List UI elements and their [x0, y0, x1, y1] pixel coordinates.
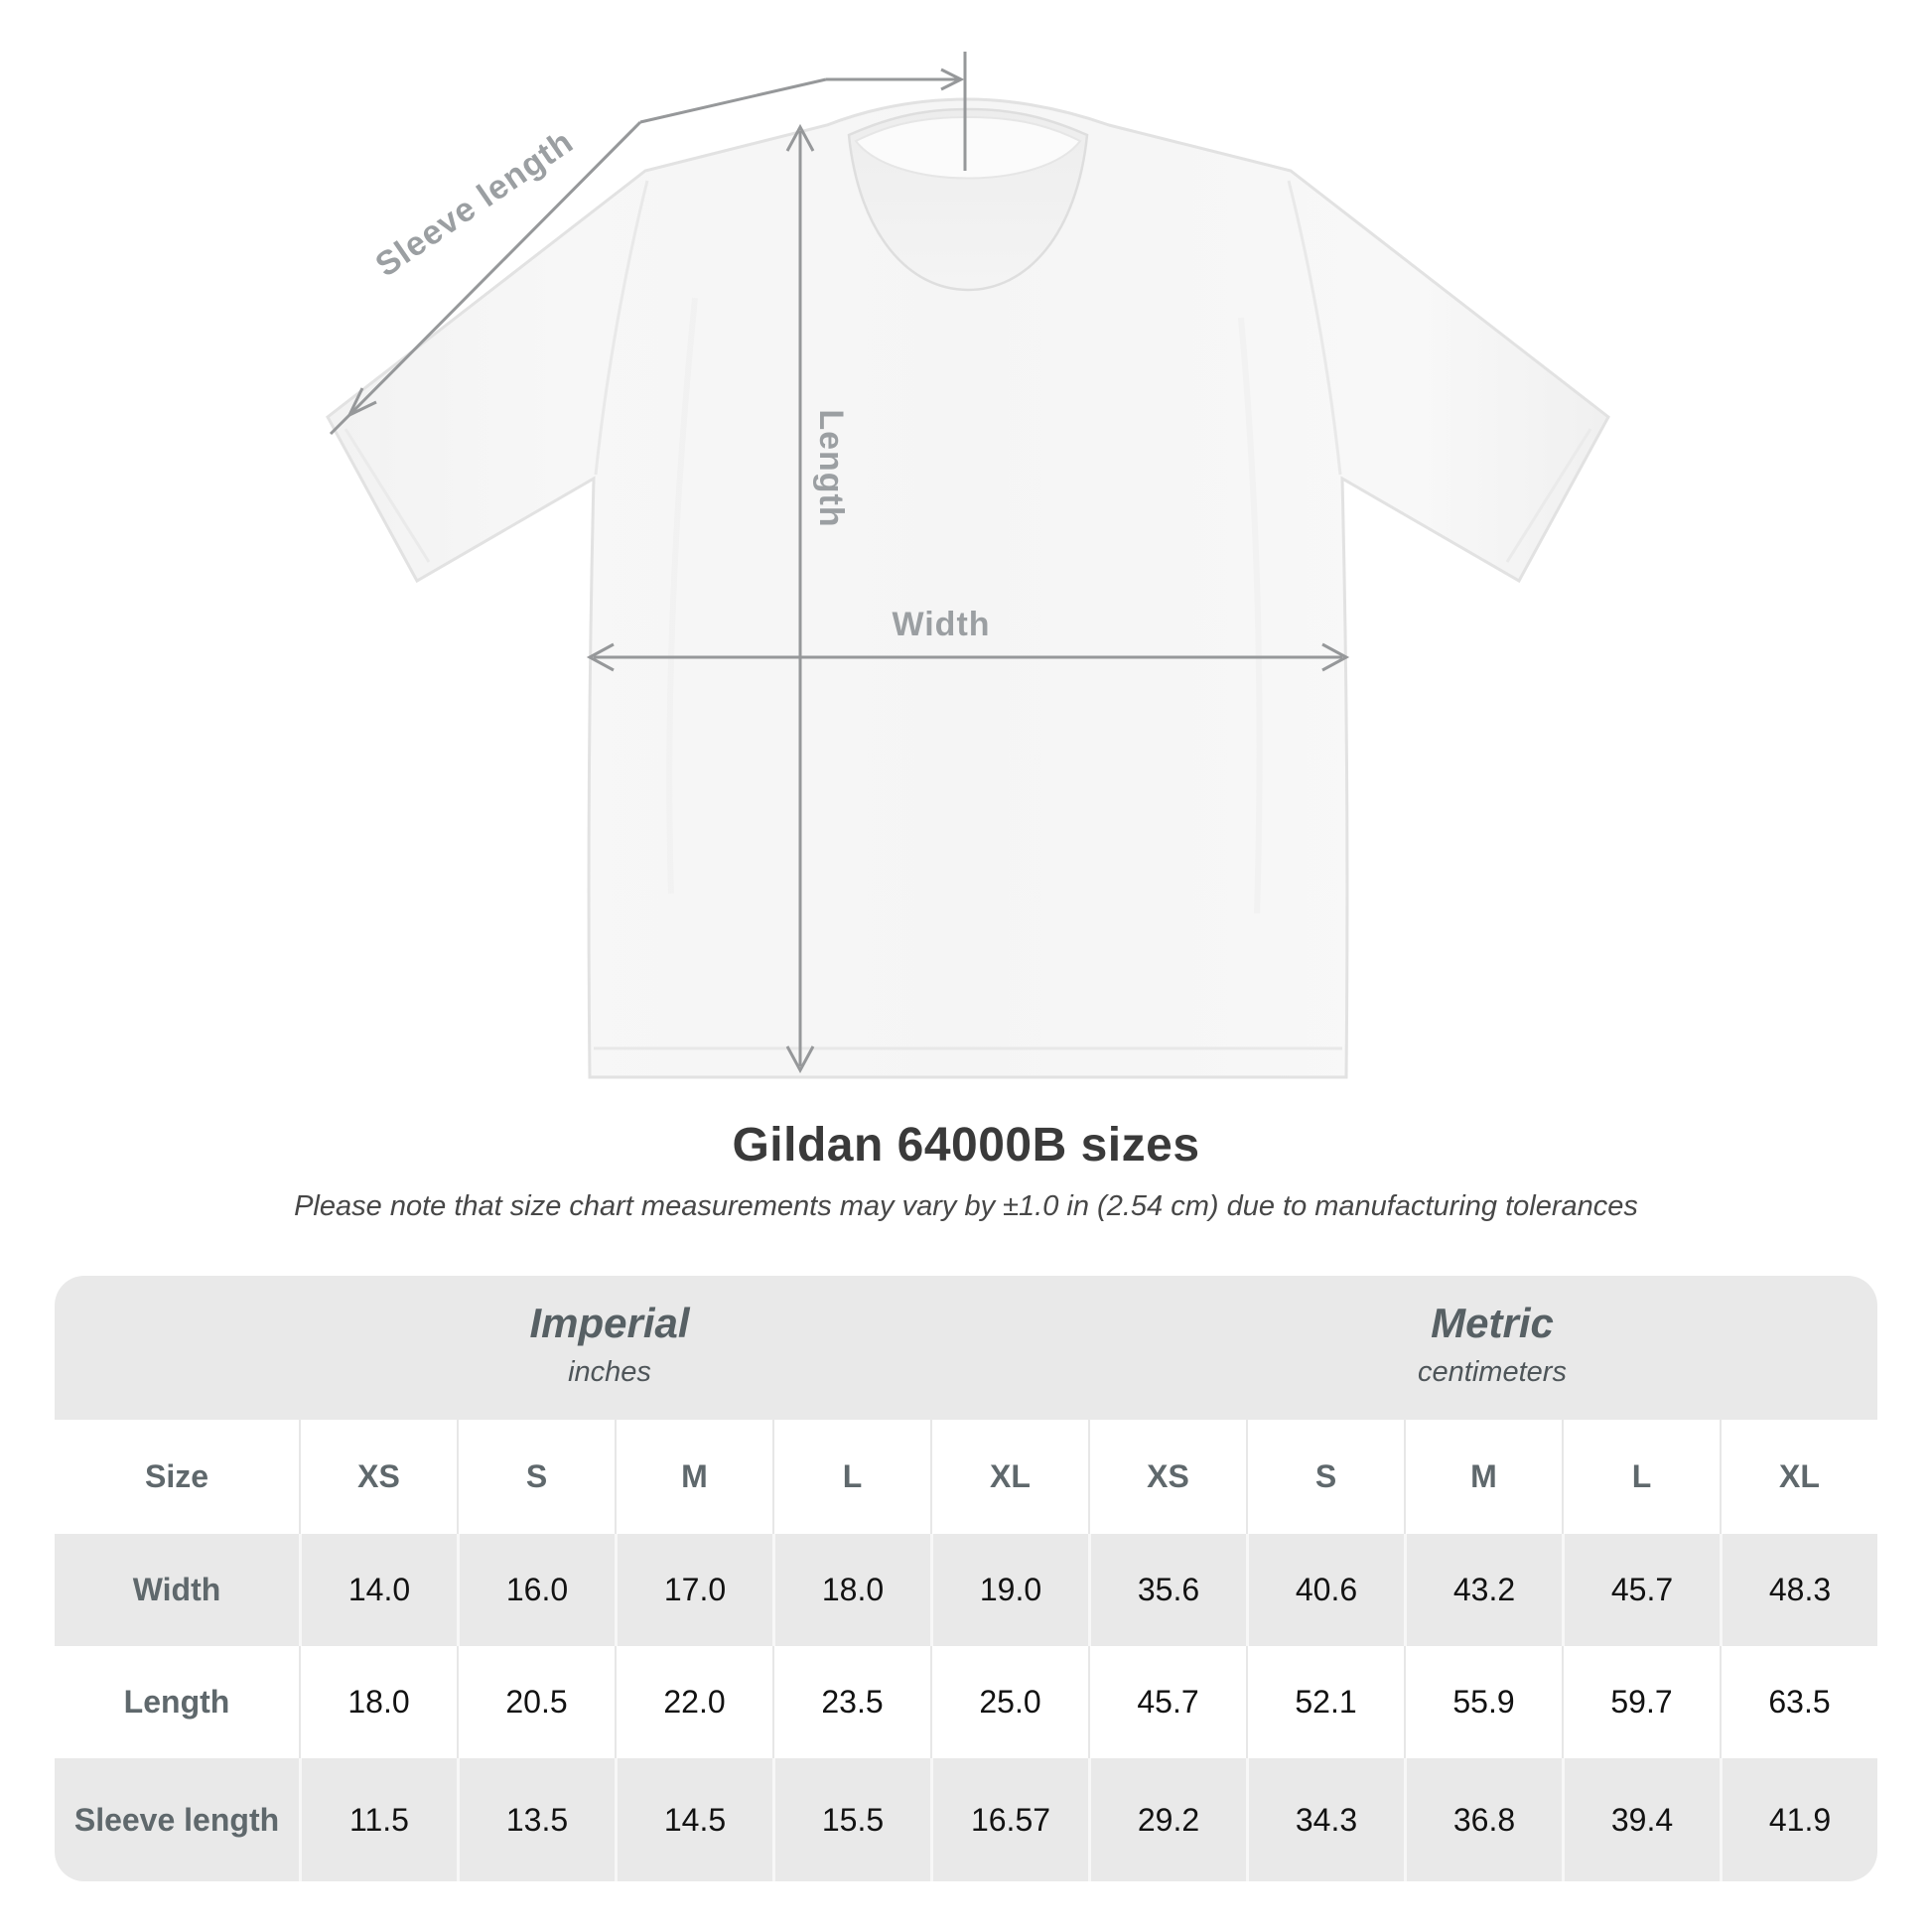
table-cell-imperial: 16.0	[457, 1534, 615, 1646]
metric-unit: centimeters	[1418, 1356, 1567, 1388]
table-cell-metric: 63.5	[1720, 1646, 1877, 1758]
table-cell-metric: 45.7	[1562, 1534, 1720, 1646]
table-cell-imperial: 22.0	[615, 1646, 772, 1758]
column-header-metric: L	[1562, 1420, 1720, 1534]
table-cell-imperial: 15.5	[772, 1758, 930, 1881]
unit-header-band	[55, 1276, 1877, 1420]
table-cell-metric: 41.9	[1720, 1758, 1877, 1881]
row-label: Sleeve length	[73, 1801, 280, 1838]
column-header-imperial: S	[457, 1420, 615, 1534]
table-cell-metric: 59.7	[1562, 1646, 1720, 1758]
table-cell-imperial: 20.5	[457, 1646, 615, 1758]
sleeve-length-label: Sleeve length	[368, 122, 581, 285]
column-header-metric: M	[1404, 1420, 1562, 1534]
metric-label: Metric	[1431, 1300, 1554, 1346]
sleeve-leader-diagonal	[640, 79, 826, 122]
table-cell-imperial: 17.0	[615, 1534, 772, 1646]
table-cell-imperial: 18.0	[772, 1534, 930, 1646]
imperial-unit-header	[529, 1300, 689, 1392]
imperial-label: Imperial	[529, 1300, 690, 1346]
table-row	[55, 1646, 1877, 1758]
metric-unit-header	[1418, 1300, 1567, 1392]
column-header-imperial: XL	[930, 1420, 1088, 1534]
imperial-unit: inches	[568, 1356, 651, 1388]
table-cell-metric: 43.2	[1404, 1534, 1562, 1646]
heading-block	[0, 1118, 1932, 1223]
table-cell-imperial: 18.0	[299, 1646, 457, 1758]
column-header-metric: XL	[1720, 1420, 1877, 1534]
page-title: Gildan 64000B sizes	[732, 1119, 1200, 1172]
column-header-imperial: M	[615, 1420, 772, 1534]
table-cell-metric: 55.9	[1404, 1646, 1562, 1758]
width-label: Width	[892, 606, 991, 643]
table-cell-metric: 36.8	[1404, 1758, 1562, 1881]
table-cell-imperial: 23.5	[772, 1646, 930, 1758]
table-cell-metric: 34.3	[1246, 1758, 1404, 1881]
table-cell-metric: 40.6	[1246, 1534, 1404, 1646]
table-row	[55, 1534, 1877, 1646]
table-cell-imperial: 14.5	[615, 1758, 772, 1881]
table-cell-metric: 35.6	[1088, 1534, 1246, 1646]
table-rows	[55, 1420, 1877, 1881]
table-cell-imperial: 13.5	[457, 1758, 615, 1881]
length-label: Length	[812, 409, 850, 528]
size-column-header: Size	[144, 1458, 209, 1494]
column-header-metric: XS	[1088, 1420, 1246, 1534]
column-header-imperial: L	[772, 1420, 930, 1534]
table-cell-metric: 29.2	[1088, 1758, 1246, 1881]
row-label: Width	[132, 1572, 221, 1607]
table-cell-metric: 39.4	[1562, 1758, 1720, 1881]
table-cell-imperial: 16.57	[930, 1758, 1088, 1881]
row-label: Length	[123, 1684, 230, 1720]
table-cell-imperial: 19.0	[930, 1534, 1088, 1646]
table-cell-imperial: 11.5	[299, 1758, 457, 1881]
size-table	[55, 1276, 1877, 1881]
table-cell-metric: 48.3	[1720, 1534, 1877, 1646]
table-cell-imperial: 14.0	[299, 1534, 457, 1646]
table-row	[55, 1758, 1877, 1881]
column-header-imperial: XS	[299, 1420, 457, 1534]
table-cell-metric: 45.7	[1088, 1646, 1246, 1758]
column-header-metric: S	[1246, 1420, 1404, 1534]
table-cell-imperial: 25.0	[930, 1646, 1088, 1758]
table-header-row	[55, 1420, 1877, 1534]
table-cell-metric: 52.1	[1246, 1646, 1404, 1758]
tolerance-note: Please note that size chart measurements may vary by ±1.0 in (2.54 cm) due to manufacturing tolerances	[294, 1190, 1638, 1222]
